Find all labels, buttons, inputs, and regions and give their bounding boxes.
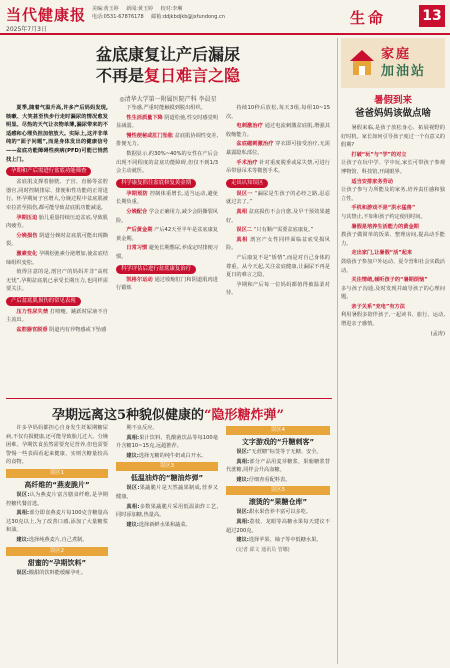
body-text: 数据显示,约30%~40%的女性在产后会出现不同程度的盆底功能障碍,但仅不到1/3会主动就医。: [116, 150, 218, 175]
sidebar-subhead: 亲子关系“充电”有方法: [351, 303, 405, 310]
subhead-label: 盆底磁刺激治疗: [236, 141, 274, 148]
paragraph: [341, 223, 445, 249]
subhead-label: 真相: [236, 208, 247, 215]
label: 误区:: [16, 569, 29, 576]
reporter-credit: (记者 邱文 通讯员 管娜): [236, 546, 290, 553]
myth-tag: 误区3: [116, 462, 218, 471]
body-text: 剖宫产女性同样面临盆底受损风险。: [226, 236, 330, 252]
body-text: 果汁饮料、乳酸菌饮品等每100毫升含糖10~15克,远超推荐。: [116, 434, 218, 450]
paragraph: [116, 114, 218, 131]
body-text: 针对重度脱垂或尿失禁,可进行吊带悬吊术等微创手术。: [226, 159, 330, 175]
subhead-label: 凯格尔运动: [126, 276, 153, 283]
subhead-label: 误区一: [236, 190, 253, 197]
body-text: 果蔬脆片是天然蔬果制成,营养又健康。: [116, 485, 218, 500]
label: 真相:: [236, 458, 250, 465]
body-text: 认为燕麦片富含膳食纤维,是孕期控糖代餐首选。: [6, 491, 108, 507]
paragraph: [116, 208, 218, 225]
body-text: 让孩子在玩中学、学中玩,家长可带孩子参观博物馆、科技馆,开阔眼界。: [341, 160, 445, 175]
body-text: “无蔗糖”标签等于无糖、安全。: [248, 449, 322, 455]
body-text: 教孩子做简单的饭菜、整理房间,提高动手能力。: [341, 232, 445, 247]
main-column-3: [226, 104, 330, 396]
body-text: 下坠感,严重时能触摸到脱出组织。: [126, 105, 206, 111]
body-text: 孕期松弛素分泌增加,使盆底结缔组织变松。: [6, 250, 108, 266]
second-headline: [0, 404, 336, 423]
label: 误区:: [126, 485, 140, 492]
paragraph: [226, 122, 330, 139]
paragraph: [6, 214, 108, 231]
body-text: 盆底损伤不会自愈,及早干预效果越好。: [226, 208, 330, 224]
sidebar-subhead: 关注情绪,倾听孩子的“暑期烦恼”: [351, 277, 428, 284]
section-name: 生命: [350, 9, 387, 27]
body-text: 利用暑假多陪伴孩子,一起读书、旅行、运动,增进亲子感情。: [341, 312, 445, 328]
body-text: 部分即食燕麦片每100克含糖量高达30克以上,为了改善口感,添加了大量糖浆和油。: [6, 510, 108, 534]
subhead-label: 分娩配合: [126, 208, 148, 215]
sidebar-subhead: 暑假是培养生活能力的黄金期: [351, 223, 419, 230]
paragraph: [116, 150, 218, 176]
myth-tag: 误区4: [226, 426, 330, 435]
body-text: 盆底肌协调性变差,排便无力。: [116, 132, 218, 148]
myth-title: 甜蜜的“孕期饮料”: [27, 558, 87, 567]
body-text: 打喷嚏、跳跃时尿液不自主流出。: [6, 308, 108, 324]
label: 真相:: [16, 510, 30, 517]
paragraph: [6, 326, 108, 335]
paragraph: [6, 536, 108, 545]
subhead-label: 孕期压迫: [16, 214, 38, 221]
body-text: 让孩子参与力所能及的家务,培养责任感和独立性。: [341, 187, 445, 202]
myth-tag: 误区1: [6, 469, 108, 478]
paragraph: [116, 434, 218, 451]
author-credit: (孟涛): [430, 330, 445, 337]
myth-title: 高纤维的“燕麦脆片”: [24, 480, 90, 489]
myth-title: 滚烫的“果糖仓库”: [248, 498, 308, 507]
paragraph: [116, 132, 218, 149]
body-text: 避免长期憋尿,养成定时排便习惯。: [116, 245, 218, 260]
meta-item: 电话:0531-67876178: [92, 14, 144, 20]
sidebar-subhead: 打破“玩”与“学”的对立: [351, 151, 407, 158]
subhead-pill-text: 走出认知误区: [226, 179, 268, 188]
paragraph: [6, 424, 108, 467]
paragraph: [6, 250, 108, 267]
paragraph: [341, 124, 445, 150]
column-divider: [337, 38, 338, 664]
subhead-label: 真相: [236, 236, 248, 243]
paragraph: [341, 178, 445, 204]
second-headline-text: 孕期远离这5种貌似健康的: [51, 408, 205, 423]
body-text: 选择苹果、柚子等中低糖水果。: [248, 537, 322, 544]
subhead-label: 手术治疗: [236, 159, 258, 166]
paragraph: [6, 104, 108, 164]
label: 误区:: [236, 449, 249, 455]
myth-tag: 误区5: [226, 486, 330, 495]
sidebar-column: [341, 124, 445, 664]
paragraph: [116, 424, 218, 433]
second-column-2: [116, 424, 218, 664]
subhead-label: 性生活质量下降: [126, 114, 163, 121]
myth-tag: 误区2: [6, 547, 108, 556]
subhead-label: 激素变化: [16, 250, 38, 257]
body-text: 通过收缩肛门和阴道肌肉进行锻炼: [116, 276, 218, 292]
body-text: 部分产品用麦芽糖浆、果葡糖浆替代蔗糖,同样会升高血糖。: [226, 458, 330, 474]
subhead-pill-text: 科学评估后进行盆底康复治疗: [116, 265, 196, 274]
label: 建议:: [236, 476, 249, 483]
meta-item: 美编:黄玉婷: [92, 6, 119, 12]
paragraph: [226, 476, 330, 485]
paragraph: [341, 303, 445, 329]
body-text: 暑假来临,是孩子放松身心、拓展视野的好时机。家长如何引导孩子度过一个有意义的假期?: [341, 125, 445, 149]
subhead-label: 慢性便秘或肛门坠胀: [126, 132, 174, 139]
label: 误区:: [236, 509, 249, 516]
body-text: 控制体重增长,适当运动,避免长期负重。: [116, 190, 218, 206]
subhead-label: 误区二: [236, 227, 252, 234]
paragraph: [226, 104, 330, 121]
body-text: 与其禁止,不如和孩子约定使用时间。: [341, 213, 426, 220]
issue-date: 2025年7月3日: [6, 26, 47, 33]
paragraph: [6, 232, 108, 249]
body-text: 产后康复不是“矫情”,而是对自己身体的尊重。从今天起,关注盆底健康,让漏尿不再是夏日的难言之隐。: [226, 254, 330, 279]
body-text: 阴道松弛,性交时感觉明显减弱。: [116, 114, 218, 130]
page-header: [0, 0, 450, 36]
paragraph: [6, 268, 108, 294]
subhead-pill-text: 科学康复抓住盆底修复黄金期: [116, 179, 196, 188]
subhead-pill: [116, 177, 218, 190]
sidebar-title-line-2: 爸爸妈妈该做点啥: [354, 108, 431, 119]
body-text: 仔细查看配料表。: [248, 476, 291, 483]
subhead-label: 产后黄金期: [126, 227, 153, 234]
paragraph: [226, 518, 330, 535]
paragraph: [116, 244, 218, 261]
paragraph: [226, 159, 330, 176]
meta-item: 校对:李琳: [160, 6, 183, 12]
second-column-3: [226, 424, 330, 664]
main-column-1: [6, 104, 108, 396]
paragraph: [341, 249, 445, 275]
body-text: 持续10秒后放松,每天3组,每组10~15次。: [226, 105, 330, 120]
article-divider: [6, 398, 332, 399]
headline-highlight: 复日难言之隐: [144, 66, 241, 85]
subhead-pill-text: 产后盆底肌损伤的常见表现: [6, 297, 81, 306]
paragraph: [116, 226, 218, 243]
subhead-label: 电刺激治疗: [236, 123, 263, 130]
headline-line-2: [0, 65, 336, 86]
body-text: “漏尿是生孩子的必经之路,忍忍就过去了。”: [226, 190, 330, 206]
paragraph: [116, 484, 218, 501]
second-column-1: [6, 424, 108, 664]
page-number: 13: [419, 5, 445, 27]
label: 建议:: [16, 536, 29, 543]
label: 真相:: [126, 503, 140, 510]
paragraph: [341, 151, 445, 177]
subhead-pill: [6, 165, 108, 178]
body-text: 阴道分娩时盆底肌可能出现撕裂。: [6, 232, 108, 248]
paragraph: [341, 276, 445, 302]
paragraph: [6, 308, 108, 325]
sidebar-subhead: 走出家门,让暑假“活”起来: [351, 250, 413, 257]
masthead: 当代健康报: [6, 6, 87, 24]
paragraph: [226, 508, 330, 517]
body-text: 多数果蔬脆片采用低温油炸工艺,同时添加糖,热量高。: [116, 503, 218, 519]
body-text: “只有顺产需要盆底康复。”: [253, 227, 314, 234]
body-text: 酸甜的饮料能缓解孕吐。: [28, 569, 86, 576]
body-text: 选择无糖的纯牛奶或白开水。: [138, 452, 207, 459]
subhead-label: 分娩损伤: [16, 232, 38, 239]
body-text: 选择新鲜水果和蔬菜。: [138, 521, 191, 528]
label: 建议:: [126, 521, 139, 528]
body-text: 穿衣即可接受治疗,无需暴露隐私部位。: [226, 141, 330, 156]
headline-line-1: 盆底康复让产后漏尿: [95, 45, 240, 64]
body-text: 产后42天至半年是盆底康复黄金期。: [116, 227, 218, 242]
subhead-label: 盆腔器官脱垂: [16, 327, 48, 334]
sidebar-subhead: 手机和游戏不是“洪水猛兽”: [351, 205, 416, 212]
paragraph: [116, 521, 218, 530]
paragraph: [6, 178, 108, 212]
subhead-pill: [6, 295, 108, 308]
body-text: 盆底肌支撑着膀胱、子宫、直肠等盆腔器官,同时控制排尿、排便和性功能的正常进行。怀孕期间子宫增大,分娩过程中盆底肌被牵拉甚至损伤,都可能导致盆底肌功能减退。: [6, 179, 108, 211]
sidebar-title-line-1: 暑假到来: [373, 95, 412, 106]
lead-text: 夏季,随着气温升高,许多产后妈妈发现,咳嗽、大笑甚至快步行走时漏尿的情况愈发明显。尽热的天气让衣物单薄,漏尿带来的不适感和心理负担加倍放大。实际上,这并非单纯的“面子问题”,而是身体发出的健康信号——盆底功能障碍性疾病(PFD)可能已悄然找上门。: [6, 105, 108, 163]
paragraph: [116, 190, 218, 207]
body-text: 许多孕妈妈都担心自身发生妊娠期糖尿病,不仅有损健康,还可能导致胎儿过大、分娩困难。孕期饮食虽然需要充足营养,但也需要警惕一些表面看起来健康、实则含糖量较高的食物。: [6, 425, 108, 466]
paragraph: [226, 140, 330, 157]
subhead-pill-text: 孕期和产后需进行盆底功能筛查: [6, 167, 91, 176]
paragraph: [6, 509, 108, 535]
editor-meta: [92, 5, 231, 21]
paragraph: [226, 208, 330, 225]
paragraph: [116, 276, 218, 293]
main-headline: [0, 44, 336, 86]
paragraph: [226, 448, 330, 457]
body-text: 鼓励孩子参加户外运动、夏令营和社会实践活动。: [341, 258, 445, 274]
badge-line-1: 家庭: [381, 47, 412, 62]
paragraph: [6, 491, 108, 508]
label: 误区:: [16, 491, 30, 498]
paragraph: [226, 254, 330, 280]
paragraph: [116, 452, 218, 461]
body-text: 期不良反应。: [126, 425, 158, 431]
paragraph: [6, 569, 108, 578]
main-column-2: [116, 104, 218, 396]
sidebar-title: [341, 94, 445, 120]
badge-line-2: 加油站: [381, 64, 427, 79]
paragraph: [116, 503, 218, 520]
paragraph: [226, 190, 330, 207]
subhead-label: 孕期预防: [126, 190, 148, 197]
myth-title: 文字游戏的“升糖刺客”: [241, 438, 315, 446]
body-text: 荔枝、龙眼等高糖水果每天建议不超过200克。: [226, 518, 330, 534]
paragraph: [341, 204, 445, 221]
label: 真相:: [126, 434, 140, 441]
body-text: 选择纯燕麦片,自己煮制。: [28, 536, 88, 543]
body-text: 学会正确用力,减少会阴撕裂风险。: [116, 208, 218, 224]
label: 建议:: [236, 537, 249, 544]
subhead-pill: [116, 263, 218, 276]
paragraph: [226, 536, 330, 545]
body-text: 阴道内有异物感或下坠感: [49, 327, 107, 334]
body-text: 通过电流刺激盆底肌,增强其收缩能力。: [226, 123, 330, 138]
meta-item: 邮箱:ddjkbdjkb@jxfundong.cn: [151, 14, 225, 20]
paragraph: [226, 458, 330, 475]
sidebar-subhead: 适当安排家务劳动: [351, 178, 393, 185]
paragraph: [226, 236, 330, 253]
label: 真相:: [236, 518, 250, 525]
family-station-badge: [341, 38, 445, 88]
subhead-pill: [226, 177, 330, 190]
subhead-label: 日常习惯: [126, 245, 148, 252]
paragraph: [116, 104, 218, 113]
body-text: 多与孩子沟通,及时发现并疏导孩子的心理问题。: [341, 285, 445, 301]
body-text: 甜水果营养丰富可以多吃。: [248, 509, 312, 516]
body-text: 值得注意的是,剖宫产的妈妈并非“高枕无忧”,孕期盆底肌已承受长期压力,也同样需要关注。: [6, 269, 108, 293]
closing-note: 孕期和产后每一位妈妈都值得被温柔对待。: [226, 281, 330, 297]
body-text: 胎儿重量持续压迫盆底,导致肌肉疲劳。: [6, 214, 108, 230]
byline: ◎清华大学第一附属医院产科 李晨星: [119, 96, 217, 103]
myth-title: 低温油炸的“糖油炸弹”: [130, 474, 204, 483]
house-icon: [349, 48, 375, 78]
meta-item: 新闻:黄玉婷: [126, 6, 153, 12]
subhead-label: 压力性尿失禁: [16, 308, 49, 315]
paragraph: [226, 226, 330, 235]
headline-prefix: 不再是: [95, 66, 144, 85]
header-rule: [0, 33, 450, 35]
label: 建议:: [126, 452, 139, 459]
second-headline-highlight: “隐形糖炸弹”: [204, 408, 284, 423]
